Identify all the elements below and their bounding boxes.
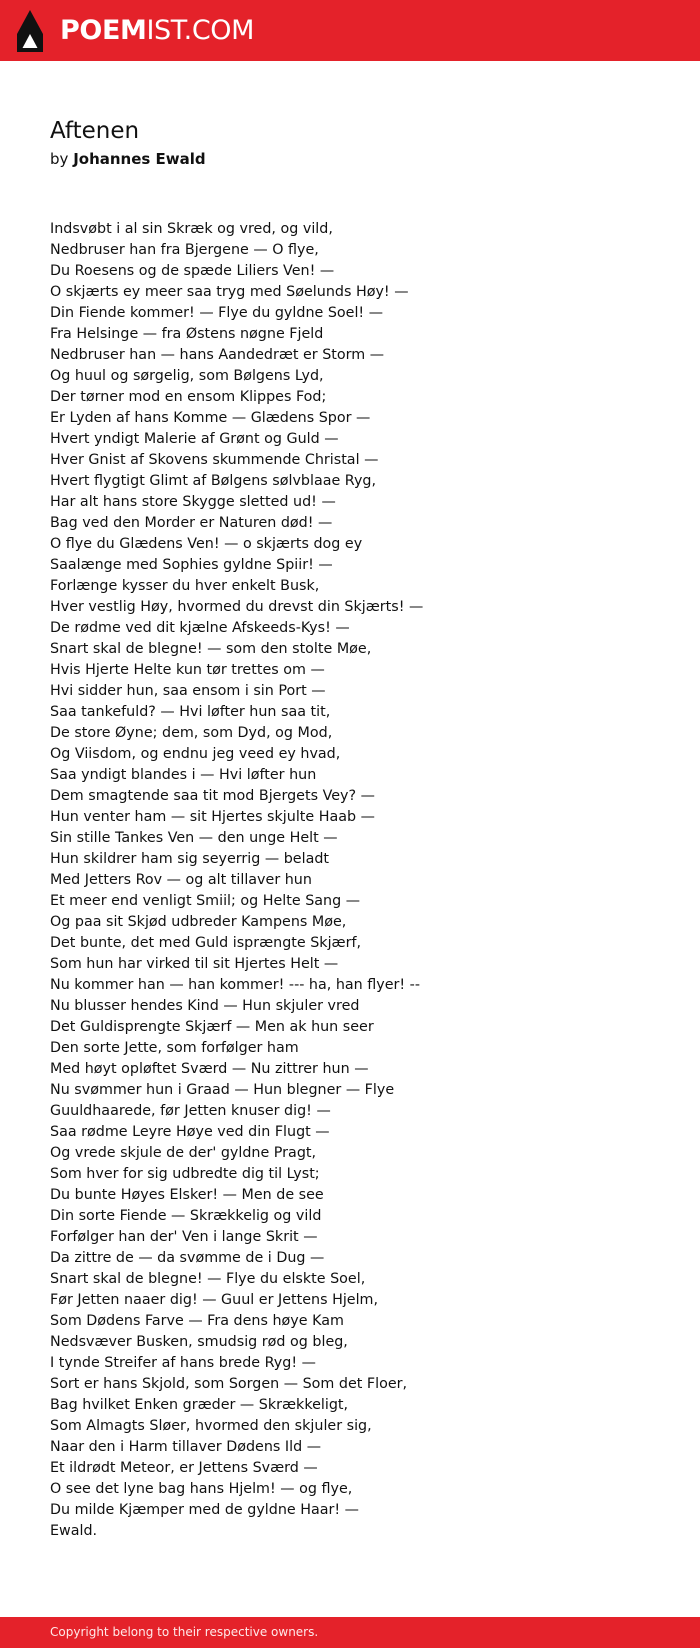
poem-line: Med Jetters Rov — og alt tillaver hun xyxy=(50,872,312,888)
poem-line: Er Lyden af hans Komme — Glædens Spor — xyxy=(50,410,371,426)
poem-line: Du bunte Høyes Elsker! — Men de see xyxy=(50,1187,324,1203)
poem-line: Og vrede skjule de der' gyldne Pragt, xyxy=(50,1145,317,1161)
site-header xyxy=(0,0,700,61)
poem-line: Da zittre de — da svømme de i Dug — xyxy=(50,1250,325,1266)
poem-line: Nu svømmer hun i Graad — Hun blegner — Flye xyxy=(50,1082,395,1098)
poem-line: De store Øyne; dem, som Dyd, og Mod, xyxy=(50,725,333,741)
poem-line: Hvis Hjerte Helte kun tør trettes om — xyxy=(50,662,325,678)
poem-line: Nu blusser hendes Kind — Hun skjuler vred xyxy=(50,998,360,1014)
poem-line: Indsvøbt i al sin Skræk og vred, og vild, xyxy=(50,221,333,237)
poem-line: Hvert yndigt Malerie af Grønt og Guld — xyxy=(50,431,339,447)
poem-line: Og Viisdom, og endnu jeg veed ey hvad, xyxy=(50,746,341,762)
poem-line: O flye du Glædens Ven! — o skjærts dog ey xyxy=(50,536,363,552)
logo-text-light: IST.COM xyxy=(146,15,255,46)
poem-line: Før Jetten naaer dig! — Guul er Jettens Hjelm, xyxy=(50,1292,379,1308)
poem-line: O see det lyne bag hans Hjelm! — og flye, xyxy=(50,1481,353,1497)
poem-line: Som Almagts Sløer, hvormed den skjuler sig, xyxy=(50,1418,372,1434)
poem-line: O skjærts ey meer saa tryg med Søelunds Høy! — xyxy=(50,284,409,300)
poem-line: Og paa sit Skjød udbreder Kampens Møe, xyxy=(50,914,347,930)
poem-line: Snart skal de blegne! — Flye du elskte Soel, xyxy=(50,1271,366,1287)
logo-text-bold: POEM xyxy=(60,15,147,46)
poem-line: Som hver for sig udbredte dig til Lyst; xyxy=(50,1166,320,1182)
poem-line: Nedsvæver Busken, smudsig rød og bleg, xyxy=(50,1334,348,1350)
site-footer xyxy=(0,1617,700,1648)
poem-line: Med høyt opløftet Sværd — Nu zittrer hun — xyxy=(50,1061,369,1077)
poem-line: Fra Helsinge — fra Østens nøgne Fjeld xyxy=(50,326,324,342)
poem-line: Det Guldisprengte Skjærf — Men ak hun seer xyxy=(50,1019,374,1035)
poem-byline xyxy=(50,148,206,170)
poem-line: Snart skal de blegne! — som den stolte Møe, xyxy=(50,641,372,657)
poem-line: Saa tankefuld? — Hvi løfter hun saa tit, xyxy=(50,704,331,720)
poem-line: De rødme ved dit kjælne Afskeeds-Kys! — xyxy=(50,620,350,636)
poem-line: Den sorte Jette, som forfølger ham xyxy=(50,1040,299,1056)
pencil-logo-icon xyxy=(17,10,43,52)
poem-line: Hvi sidder hun, saa ensom i sin Port — xyxy=(50,683,326,699)
poem-line: Du Roesens og de spæde Liliers Ven! — xyxy=(50,263,335,279)
byline-by-label: by xyxy=(50,150,69,168)
poem-line: Hun venter ham — sit Hjertes skjulte Haab — xyxy=(50,809,375,825)
poem-line: Bag hvilket Enken græder — Skrækkeligt, xyxy=(50,1397,349,1413)
poem-line: Forlænge kysser du hver enkelt Busk, xyxy=(50,578,320,594)
poem-line: Sin stille Tankes Ven — den unge Helt — xyxy=(50,830,338,846)
poem-line: Din Fiende kommer! — Flye du gyldne Soel! — xyxy=(50,305,384,321)
poem-line: Bag ved den Morder er Naturen død! — xyxy=(50,515,333,531)
poem-line: Nedbruser han fra Bjergene — O flye, xyxy=(50,242,319,258)
poem-line: Der tørner mod en ensom Klippes Fod; xyxy=(50,389,327,405)
poem-line: Forfølger han der' Ven i lange Skrit — xyxy=(50,1229,318,1245)
poem-line: Saa rødme Leyre Høye ved din Flugt — xyxy=(50,1124,330,1140)
poem-line: Det bunte, det med Guld isprængte Skjærf, xyxy=(50,935,362,951)
poem-line: I tynde Streifer af hans brede Ryg! — xyxy=(50,1355,316,1371)
poem-title: Aftenen xyxy=(50,118,140,144)
poem-line: Sort er hans Skjold, som Sorgen — Som det Floer, xyxy=(50,1376,408,1392)
copyright-text: Copyright belong to their respective owners. xyxy=(50,1625,319,1639)
poem-line: Og huul og sørgelig, som Bølgens Lyd, xyxy=(50,368,324,384)
poem-line: Ewald. xyxy=(50,1523,98,1539)
poem-line: Saa yndigt blandes i — Hvi løfter hun xyxy=(50,767,317,783)
poem-author[interactable]: Johannes Ewald xyxy=(73,150,206,168)
poem-line: Som Dødens Farve — Fra dens høye Kam xyxy=(50,1313,344,1329)
poem-line: Som hun har virked til sit Hjertes Helt — xyxy=(50,956,339,972)
poem-line: Dem smagtende saa tit mod Bjergets Vey? — xyxy=(50,788,375,804)
poem-line: Guuldhaarede, før Jetten knuser dig! — xyxy=(50,1103,331,1119)
poem-line: Hun skildrer ham sig seyerrig — beladt xyxy=(50,851,330,867)
poem-line: Hver vestlig Høy, hvormed du drevst din Skjærts! — xyxy=(50,599,424,615)
poem-line: Nu kommer han — han kommer! --- ha, han flyer! -- xyxy=(50,977,421,993)
poem-line: Har alt hans store Skygge sletted ud! — xyxy=(50,494,336,510)
poem-line: Et meer end venligt Smiil; og Helte Sang — xyxy=(50,893,361,909)
poem-line: Hvert flygtigt Glimt af Bølgens sølvblaae Ryg, xyxy=(50,473,377,489)
poem-body xyxy=(50,219,650,1542)
logo-wordmark xyxy=(60,10,254,52)
poem-line: Naar den i Harm tillaver Dødens Ild — xyxy=(50,1439,321,1455)
site-logo[interactable] xyxy=(17,10,254,52)
poem-line: Et ildrødt Meteor, er Jettens Sværd — xyxy=(50,1460,318,1476)
poem-line: Nedbruser han — hans Aandedræt er Storm — xyxy=(50,347,385,363)
poem-line: Hver Gnist af Skovens skummende Christal — xyxy=(50,452,379,468)
poem-line: Din sorte Fiende — Skrækkelig og vild xyxy=(50,1208,322,1224)
poem-line: Saalænge med Sophies gyldne Spiir! — xyxy=(50,557,333,573)
poem-line: Du milde Kjæmper med de gyldne Haar! — xyxy=(50,1502,359,1518)
